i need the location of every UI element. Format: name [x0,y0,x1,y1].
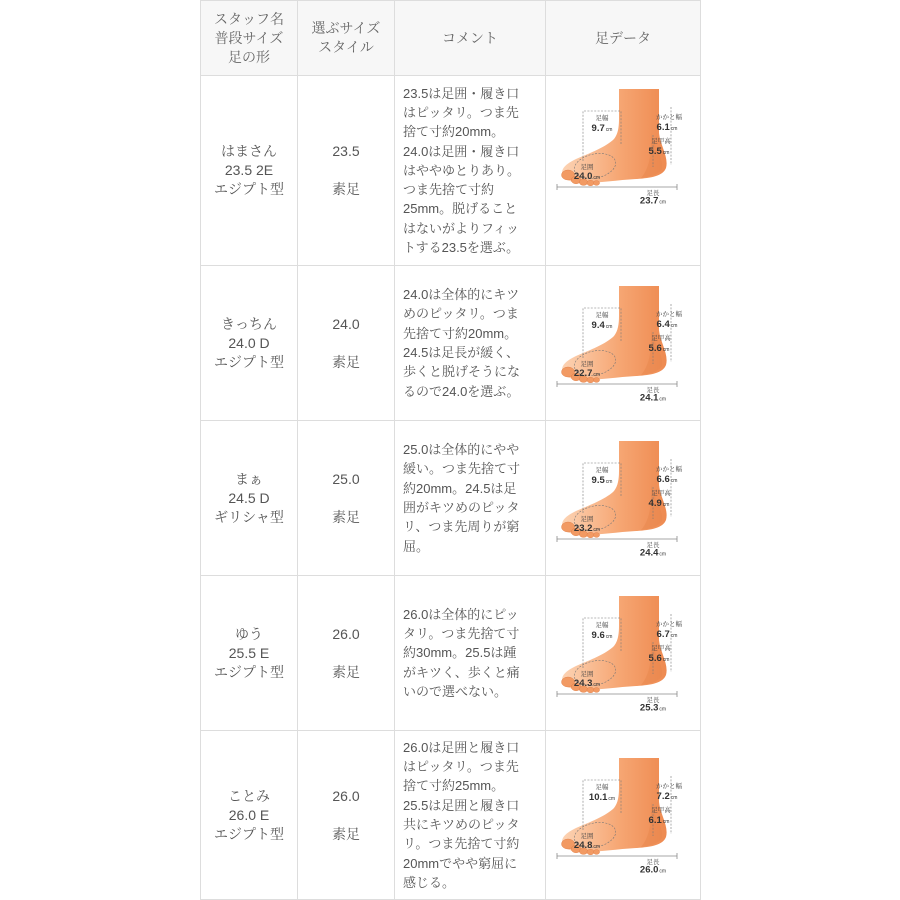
measure-value-length [640,547,666,556]
measure-unit: cm [662,656,670,663]
foot-diagram [553,596,693,711]
measure-number: 24.3 [573,677,593,689]
measure-value-instep [649,498,670,509]
toe-shape [593,849,599,854]
choice-cell [298,266,395,421]
foot-shape-type: エジプト型 [214,663,284,680]
measure-unit: cm [659,199,667,204]
measure-number: 6.6 [656,473,670,485]
comment-text [403,605,541,701]
chosen-size: 26.0 [332,625,360,642]
measure-label-width: 足幅 [595,621,609,629]
measure-value-length [640,864,666,873]
measure-number: 22.7 [573,367,593,379]
toe-shape [593,377,599,382]
foot-diagram [553,441,693,556]
comment-text [403,440,541,556]
measure-value-instep [649,653,670,664]
usual-size: 24.5 D [228,489,270,506]
measure-value-heel [657,629,678,640]
toe-shape [593,687,599,692]
measure-unit: cm [659,868,667,873]
measure-number: 6.1 [648,814,662,826]
measure-unit: cm [662,150,670,156]
measure-value-instep [649,146,670,157]
comment-text [403,84,541,258]
comment-line: 24.0は全体的にキツ [403,287,520,303]
choice-cell [298,576,395,731]
comment-line: がキツく、歩くと痛 [403,664,520,680]
usual-size: 26.0 E [228,806,270,823]
measure-label-width: 足幅 [595,783,609,791]
measure-label-length: 足長 [646,696,660,704]
table-body [201,76,701,900]
measure-label-width: 足幅 [595,311,609,319]
measure-value-width [589,792,615,803]
measure-value-length [640,392,666,401]
foot-diagram [553,89,693,204]
measure-unit: cm [670,632,678,639]
staff-row [201,421,701,576]
comment-line: 25.5は足囲と履き口 [403,797,520,813]
measure-label-length: 足長 [646,541,660,549]
measure-number: 24.0 [573,171,593,182]
measure-unit: cm [605,127,613,133]
measure-number: 9.6 [591,629,605,641]
measure-number: 7.2 [656,790,670,802]
measure-value-length [640,196,666,205]
measure-value-heel [657,319,678,330]
header-foot-shape: 足の形 [228,48,270,65]
measure-unit: cm [659,551,667,556]
toe-shape [593,181,599,186]
measure-unit: cm [662,346,670,353]
comment-line: 歩くと脱げそうにな [403,364,521,380]
comment-line: めのピッタリ。つま [403,306,519,322]
measure-value-heel [657,474,678,485]
measure-number: 5.6 [648,342,662,354]
comment-text [403,285,541,401]
measure-unit: cm [605,323,613,330]
foot-data-cell [546,266,701,421]
usual-size: 23.5 2E [224,162,274,178]
comment-cell [395,76,546,266]
comment-line: 約30mm。25.5は踵 [403,645,517,661]
style-label: 素足 [332,825,360,842]
header-foot-data [546,1,701,76]
staff-row [201,576,701,731]
foot-diagram [553,758,693,873]
measure-label-instep: 足甲高 [651,806,671,814]
measure-label-girth: 足囲 [580,360,594,368]
measure-value-heel [657,791,678,802]
comment-line: 20mmでやや窮屈に [403,855,518,871]
comment-line: トする23.5を選ぶ。 [403,240,520,256]
measure-unit: cm [593,843,601,850]
comment-line: つま先捨て寸約 [403,182,495,198]
measure-label-length: 足長 [646,858,660,866]
measure-unit: cm [670,126,678,132]
comment-line: 25.0は全体的にやや [403,442,520,458]
foot-data-cell [546,576,701,731]
staff-row [201,76,701,266]
staff-name: きっちん [221,315,277,332]
measure-unit: cm [608,795,616,802]
measure-unit: cm [670,477,678,484]
measure-value-width [592,630,613,641]
comment-line: 25mm。脱げること [403,201,518,217]
staff-cell [201,731,298,900]
measure-number: 5.6 [648,652,662,664]
measure-value-width [592,123,613,134]
header-comment [395,1,546,76]
measure-unit: cm [662,501,670,508]
measure-unit: cm [662,818,670,825]
measure-number: 26.0 [639,864,659,873]
measure-value-length [640,702,666,711]
staff-row [201,266,701,421]
staff-name: はまさん [221,143,277,159]
toe-shape [593,532,599,537]
comment-line: るので24.0を選ぶ。 [403,383,520,399]
measure-label-heel: かかと幅 [656,782,682,790]
staff-cell [201,576,298,731]
measure-value-width [592,320,613,331]
measure-unit: cm [593,526,601,533]
choice-cell [298,76,395,266]
header-staff [201,1,298,76]
staff-cell [201,421,298,576]
foot-shape-type: エジプト型 [214,181,284,197]
comment-line: リ、つま先周りが窮 [403,519,520,535]
style-label: 素足 [332,663,360,680]
measure-label-girth: 足囲 [580,670,594,678]
comment-line: 囲がキツめのピッタ [403,500,520,515]
comment-line: いので選べない。 [403,683,508,699]
comment-line: はないがよりフィッ [403,220,519,236]
measure-label-length: 足長 [646,386,660,394]
comment-cell [395,576,546,731]
foot-data-cell [546,421,701,576]
measure-number: 4.9 [648,497,662,509]
header-foot-data-label: 足データ [595,29,651,46]
measure-value-instep [649,815,670,826]
comment-line: 26.0は全体的にピッ [403,606,519,622]
header-row [201,1,701,76]
comment-line: はピッタリ。つま先 [403,759,519,775]
measure-label-instep: 足甲高 [651,644,671,652]
chosen-size: 25.0 [332,470,360,487]
measure-number: 6.4 [656,318,670,330]
measure-number: 5.5 [648,146,662,157]
measure-label-heel: かかと幅 [656,310,682,318]
measure-value-instep [649,343,670,354]
comment-line: リ。つま先捨て寸約 [403,836,520,852]
choice-cell [298,421,395,576]
measure-unit: cm [593,371,601,378]
foot-shape-type: エジプト型 [214,825,284,842]
measure-number: 6.1 [656,122,670,133]
measure-number: 24.4 [639,547,659,556]
measure-value-heel [657,122,678,133]
measure-label-heel: かかと幅 [656,114,682,121]
measure-number: 9.5 [591,474,605,486]
comment-line: 共にキツめのピッタ [403,817,520,832]
measure-unit: cm [593,175,601,181]
measure-number: 9.4 [591,319,605,331]
comment-line: 先捨て寸約20mm。 [403,325,518,341]
comment-text [403,738,541,892]
measure-number: 6.7 [656,628,670,640]
comment-cell [395,266,546,421]
comment-line: はピッタリ。つま先 [403,104,519,120]
header-staff-name: スタッフ名 [214,10,284,27]
measure-label-heel: かかと幅 [656,465,682,473]
table-header [201,1,701,76]
measure-number: 23.7 [639,195,659,204]
measure-unit: cm [670,322,678,329]
staff-size-table [200,0,701,900]
comment-line: 緩い。つま先捨て寸 [403,461,521,477]
staff-name: ゆう [235,625,263,642]
comment-line: 23.5は足囲・履き口 [403,85,520,101]
header-style: スタイル [318,39,374,55]
comment-cell [395,421,546,576]
choice-cell [298,731,395,900]
comment-line: 捨て寸約20mm。 [403,124,505,140]
comment-line: 感じる。 [403,874,456,890]
foot-data-cell [546,731,701,900]
measure-unit: cm [670,794,678,801]
comment-line: 約20mm。24.5は足 [403,480,517,496]
measure-number: 24.1 [639,392,659,401]
header-usual-size: 普段サイズ [214,29,284,46]
style-label: 素足 [332,181,360,197]
chosen-size: 24.0 [332,315,360,332]
foot-shape-type: ギリシャ型 [214,508,284,525]
measure-label-heel: かかと幅 [656,620,682,628]
staff-name: まぁ [235,470,263,487]
measure-number: 23.2 [573,522,593,534]
measure-number: 9.7 [591,123,605,134]
usual-size: 24.0 D [228,334,270,351]
chosen-size: 26.0 [332,787,360,804]
staff-cell [201,76,298,266]
measure-label-width: 足幅 [595,115,609,122]
measure-label-length: 足長 [646,190,660,197]
measure-unit: cm [659,396,667,401]
foot-shape-type: エジプト型 [214,353,284,370]
comment-line: 26.0は足囲と履き口 [403,739,520,755]
measure-label-girth: 足囲 [580,515,594,523]
style-label: 素足 [332,508,360,525]
comment-line: 24.5は足長が緩く、 [403,345,520,360]
comment-line: はややゆとりあり。 [403,162,521,178]
measure-label-instep: 足甲高 [651,489,671,497]
measure-label-instep: 足甲高 [651,334,671,342]
header-comment-label: コメント [442,29,498,46]
style-label: 素足 [332,353,360,370]
measure-label-girth: 足囲 [580,832,594,840]
measure-value-width [592,475,613,486]
header-chosen-size: 選ぶサイズ [311,20,381,36]
staff-name: ことみ [228,787,270,804]
measure-label-width: 足幅 [595,466,609,474]
staff-row [201,731,701,900]
header-choice [298,1,395,76]
comment-line: タリ。つま先捨て寸 [403,626,520,642]
measure-number: 25.3 [639,702,659,711]
foot-diagram [553,286,693,401]
measure-unit: cm [605,478,613,485]
comment-line: 屈。 [403,538,430,554]
staff-cell [201,266,298,421]
measure-unit: cm [605,633,613,640]
usual-size: 25.5 E [228,644,270,661]
comment-cell [395,731,546,900]
measure-unit: cm [593,681,601,688]
measure-number: 24.8 [573,839,593,851]
foot-data-cell [546,76,701,266]
measure-label-instep: 足甲高 [651,138,671,145]
measure-number: 10.1 [588,791,608,803]
measure-unit: cm [659,706,667,711]
comment-line: 捨て寸約25mm。 [403,778,505,794]
chosen-size: 23.5 [332,143,360,159]
comment-line: 24.0は足囲・履き口 [403,143,520,159]
measure-label-girth: 足囲 [580,164,594,171]
